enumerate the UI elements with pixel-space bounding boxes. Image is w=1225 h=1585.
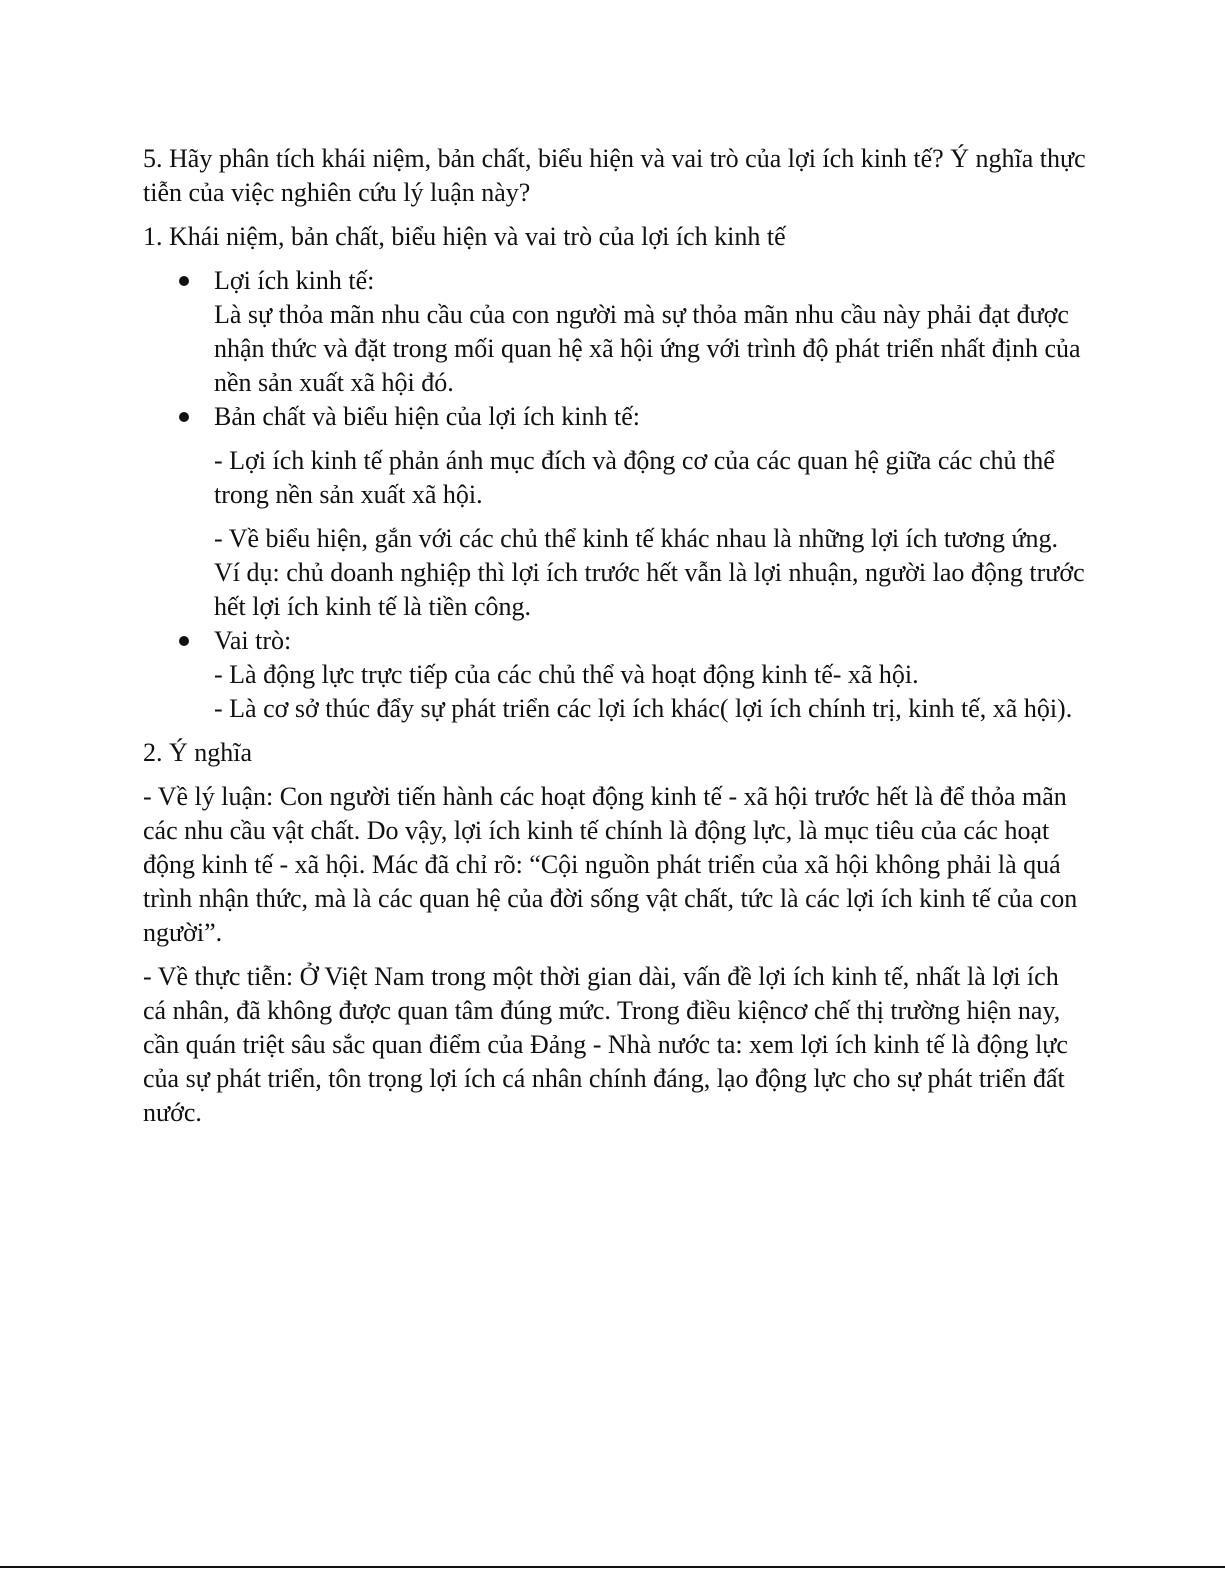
list-item-label: Vai trò: (214, 626, 292, 655)
theory-paragraph: - Về lý luận: Con người tiến hành các hoạt động kinh tế - xã hội trước hết là để thỏa mãn các nhu cầu vật chất. Do vậy, lợi ích kinh tế chính là động lực, là mục tiêu của các hoạt động kinh tế - xã hội. Mác đã chỉ rõ: “Cội nguồn phát triển của xã hội không phải là quá trình nhận thức, mà là các quan hệ của đời sống vật chất, tức là các lợi ích kinh tế của con người”. (143, 782, 1078, 947)
list-item-economic-interest (143, 264, 1088, 400)
role-line-2: - Là cơ sở thúc đẩy sự phát triển các lợi ích khác( lợi ích chính trị, kinh tế, xã hội). (214, 694, 1073, 723)
section-1-list (143, 264, 1088, 726)
bullet-icon (179, 276, 189, 286)
document-body (143, 142, 1088, 1140)
page-bottom-border (0, 1566, 1225, 1568)
example-paragraph: Ví dụ: chủ doanh nghiệp thì lợi ích trước hết vẫn là lợi nhuận, người lao động trước hết lợi ích kinh tế là tiền công. (214, 558, 1085, 621)
expression-paragraph: - Về biểu hiện, gắn với các chủ thể kinh tế khác nhau là những lợi ích tương ứng. (214, 524, 1059, 553)
definition-text: Là sự thỏa mãn nhu cầu của con người mà sự thỏa mãn nhu cầu này phải đạt được nhận thức và đặt trong mối quan hệ xã hội ứng với trình độ phát triển nhất định của nền sản xuất xã hội đó. (214, 300, 1081, 397)
section-2-heading: 2. Ý nghĩa (143, 738, 253, 767)
list-item-role (143, 624, 1088, 726)
bullet-icon (179, 636, 189, 646)
nature-paragraph: - Lợi ích kinh tế phản ánh mục đích và động cơ của các quan hệ giữa các chủ thể trong nền sản xuất xã hội. (214, 446, 1055, 509)
list-item-nature-expression (143, 400, 1088, 624)
list-item-label: Lợi ích kinh tế: (214, 266, 375, 295)
bullet-icon (179, 412, 189, 422)
section-1-heading: 1. Khái niệm, bản chất, biểu hiện và vai trò của lợi ích kinh tế (143, 222, 786, 251)
practice-paragraph: - Về thực tiễn: Ở Việt Nam trong một thời gian dài, vấn đề lợi ích kinh tế, nhất là lợi ích cá nhân, đã không được quan tâm đúng mức. Trong điều kiệncơ chế thị trường hiện nay, cần quán triệt sâu sắc quan điểm của Đảng - Nhà nước ta: xem lợi ích kinh tế là động lực của sự phát triển, tôn trọng lợi ích cá nhân chính đáng, lạo động lực cho sự phát triển đất nước. (143, 962, 1068, 1127)
role-line-1: - Là động lực trực tiếp của các chủ thể và hoạt động kinh tế- xã hội. (214, 660, 919, 689)
question-heading: 5. Hãy phân tích khái niệm, bản chất, biểu hiện và vai trò của lợi ích kinh tế? Ý nghĩa thực tiễn của việc nghiên cứu lý luận này? (143, 144, 1086, 207)
list-item-label: Bản chất và biểu hiện của lợi ích kinh tế: (214, 402, 641, 431)
